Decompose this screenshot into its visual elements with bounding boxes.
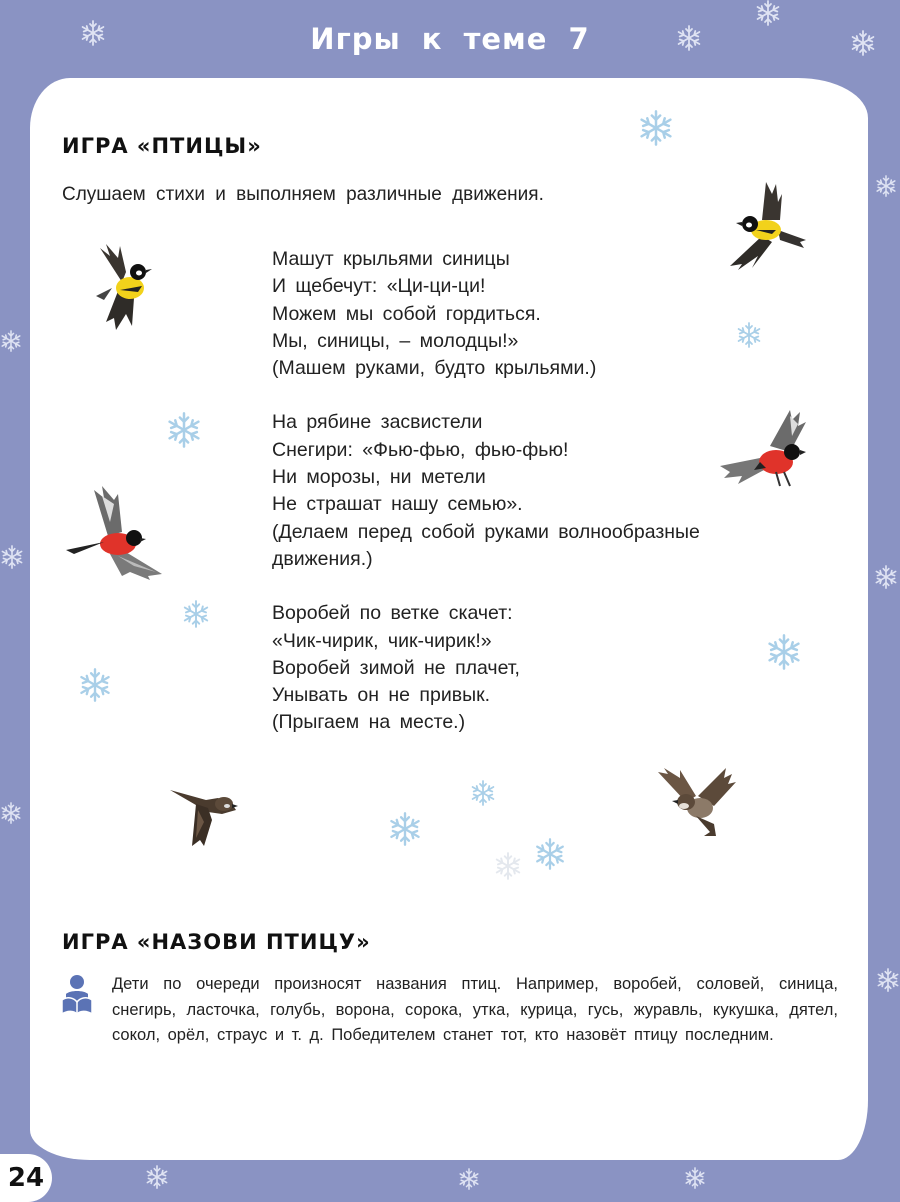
page-title: Игры к теме 7	[310, 22, 590, 56]
poem-line: И щебечут: «Ци-ци-ци!	[272, 275, 486, 298]
poem-line: Унывать он не привык.	[272, 684, 491, 707]
sparrow-icon	[162, 780, 242, 848]
poem-line: Ни морозы, ни метели	[272, 466, 486, 489]
snowflake-icon	[755, 0, 781, 26]
game-intro: Слушаем стихи и выполняем различные движения.	[62, 184, 544, 205]
snowflake-icon	[0, 545, 24, 569]
poem-line: Воробей зимой не плачет,	[272, 656, 520, 679]
poem-line: (Прыгаем на месте.)	[272, 711, 466, 734]
game-title-name-bird: ИГРА «НАЗОВИ ПТИЦУ»	[62, 930, 371, 954]
poem-line: Можем мы собой гордиться.	[272, 302, 541, 325]
snowflake-icon	[145, 1165, 169, 1189]
game-title-birds: ИГРА «ПТИЦЫ»	[62, 134, 262, 158]
poem-line: Машут крыльями синицы	[272, 248, 510, 270]
poem-line: (Делаем перед собой руками волнообразные	[272, 520, 700, 543]
poem-line: (Машем руками, будто крыльями.)	[272, 357, 597, 380]
snowflake-icon	[736, 322, 762, 348]
snowflake-icon	[388, 812, 422, 846]
poem-line: движения.)	[272, 547, 373, 570]
poem-line: Мы, синицы, – молодцы!»	[272, 329, 519, 352]
snowflake-icon	[874, 565, 898, 589]
snowflake-icon	[0, 802, 22, 824]
snowflake-icon	[78, 668, 112, 702]
poem-stanza	[272, 409, 700, 573]
poem-line: Снегири: «Фью-фью, фью-фью!	[272, 438, 569, 461]
poem-line: На рябине засвистели	[272, 411, 483, 434]
snowflake-icon	[876, 968, 900, 992]
snowflake-icon	[766, 634, 802, 670]
snowflake-icon	[182, 600, 210, 628]
poem-line: Воробей по ветке скачет:	[272, 602, 513, 625]
snowflake-icon	[80, 20, 106, 46]
poem-stanza	[272, 600, 700, 736]
snowflake-icon	[684, 1167, 706, 1189]
bullfinch-icon	[64, 484, 166, 580]
snowflake-icon	[458, 1168, 480, 1190]
page-number: 24	[0, 1154, 52, 1202]
snowflake-icon	[470, 780, 496, 806]
snowflake-icon	[875, 175, 897, 197]
snowflake-icon	[166, 412, 202, 448]
snowflake-icon	[494, 852, 522, 880]
game-rules: Дети по очереди произносят названия птиц. Например, воробей, соловей, синица, снегирь, ласточка, голубь, ворона, сорока, утка, курица, гусь, журавль, кукушка, дятел, сокол, орёл, страус и т. д. Победителем станет тот, кто назовёт птицу последним.	[112, 975, 838, 1045]
poem	[272, 246, 700, 764]
snowflake-icon	[676, 25, 702, 51]
snowflake-icon	[850, 30, 876, 56]
snowflake-icon	[534, 838, 566, 870]
bullfinch-icon	[720, 406, 814, 492]
poem-line: Не страшат нашу семью».	[272, 493, 523, 516]
sparrow-icon	[656, 766, 736, 838]
poem-stanza	[272, 246, 700, 382]
snowflake-icon	[0, 330, 22, 352]
poem-line: «Чик-чирик, чик-чирик!»	[272, 629, 492, 652]
titmouse-icon	[92, 242, 156, 332]
titmouse-icon	[722, 180, 808, 270]
snowflake-icon	[638, 110, 674, 146]
info-icon	[60, 974, 94, 1016]
